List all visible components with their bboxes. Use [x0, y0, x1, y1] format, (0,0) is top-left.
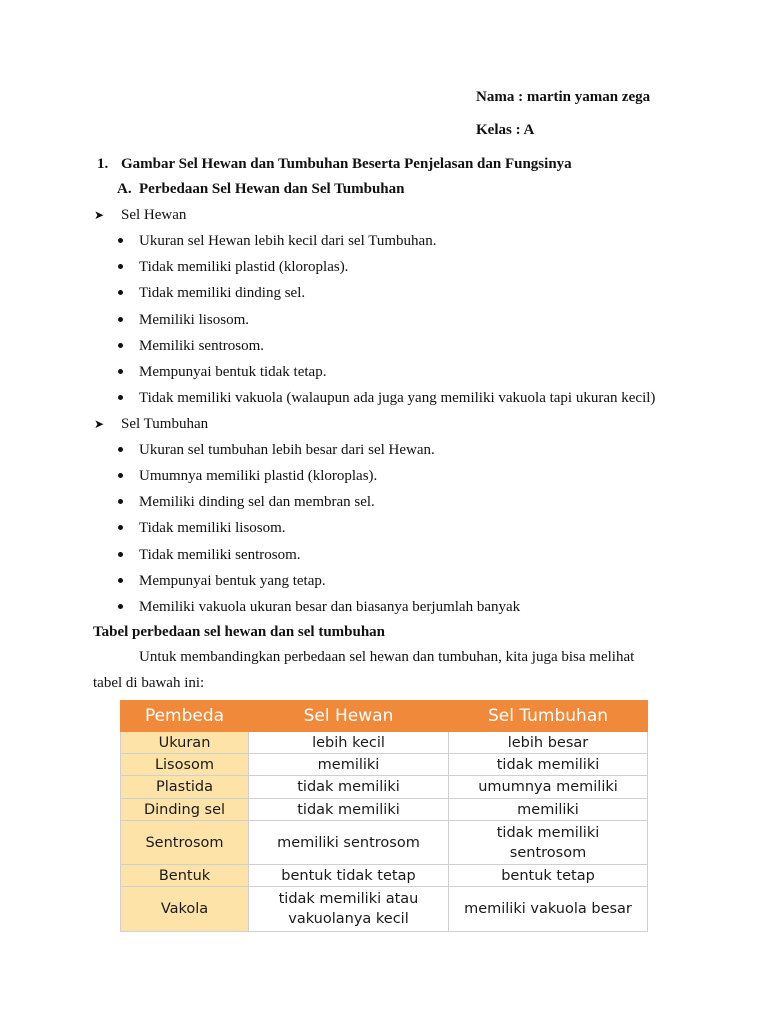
subsection-title: Perbedaan Sel Hewan dan Sel Tumbuhan: [139, 181, 405, 197]
student-class: Kelas : A: [476, 122, 535, 138]
list-item: Ukuran sel tumbuhan lebih besar dari sel Hewan.: [139, 442, 435, 458]
table-row: [121, 799, 648, 821]
arrow-bullet-icon: ➤: [94, 417, 105, 431]
bullet-icon: [118, 343, 123, 348]
tumbuhan-cell: lebih besar: [449, 732, 648, 754]
list-item: Tidak memiliki vakuola (walaupun ada juga yang memiliki vakuola tapi ukuran kecil): [139, 390, 656, 406]
hewan-cell: lebih kecil: [249, 732, 449, 754]
table-row: [121, 865, 648, 887]
comparison-table: [120, 700, 648, 932]
bullet-icon: [118, 395, 123, 400]
bullet-icon: [118, 238, 123, 243]
hewan-cell: memiliki: [249, 754, 449, 776]
list-item: Tidak memiliki sentrosom.: [139, 547, 301, 563]
arrow-bullet-icon: ➤: [94, 208, 105, 222]
tumbuhan-cell: tidak memiliki: [449, 754, 648, 776]
list-item: Mempunyai bentuk yang tetap.: [139, 573, 326, 589]
intro-paragraph-line1: Untuk membandingkan perbedaan sel hewan dan tumbuhan, kita juga bisa melihat: [139, 649, 635, 665]
tumbuhan-cell: memiliki vakuola besar: [449, 887, 648, 932]
bullet-icon: [118, 578, 123, 583]
list-item: Tidak memiliki lisosom.: [139, 520, 286, 536]
bullet-icon: [118, 317, 123, 322]
row-label: Bentuk: [121, 865, 249, 887]
section-title: Gambar Sel Hewan dan Tumbuhan Beserta Penjelasan dan Fungsinya: [121, 156, 572, 172]
table-section-title: Tabel perbedaan sel hewan dan sel tumbuhan: [93, 624, 386, 640]
bullet-icon: [118, 264, 123, 269]
bullet-icon: [118, 447, 123, 452]
row-label: Plastida: [121, 776, 249, 799]
row-label: Lisosom: [121, 754, 249, 776]
table-row: [121, 732, 648, 754]
hewan-cell: tidak memiliki: [249, 799, 449, 821]
student-name: Nama : martin yaman zega: [476, 89, 651, 105]
table-row: [121, 887, 648, 932]
bullet-icon: [118, 525, 123, 530]
list-item: Memiliki sentrosom.: [139, 338, 264, 354]
hewan-cell: tidak memiliki atau vakuolanya kecil: [249, 887, 449, 932]
table-row: [121, 821, 648, 865]
header-sel-tumbuhan: Sel Tumbuhan: [449, 701, 648, 732]
intro-paragraph-line2: tabel di bawah ini:: [93, 675, 205, 691]
list-item: Memiliki vakuola ukuran besar dan biasanya berjumlah banyak: [139, 599, 521, 615]
hewan-cell: bentuk tidak tetap: [249, 865, 449, 887]
list-item: Ukuran sel Hewan lebih kecil dari sel Tumbuhan.: [139, 233, 437, 249]
list-item: Memiliki dinding sel dan membran sel.: [139, 494, 375, 510]
row-label: Ukuran: [121, 732, 249, 754]
hewan-cell: tidak memiliki: [249, 776, 449, 799]
table-row: [121, 776, 648, 799]
header-pembeda: Pembeda: [121, 701, 249, 732]
bullet-icon: [118, 473, 123, 478]
sel-tumbuhan-heading: Sel Tumbuhan: [121, 416, 209, 432]
tumbuhan-cell: tidak memiliki sentrosom: [449, 821, 648, 865]
hewan-cell: memiliki sentrosom: [249, 821, 449, 865]
table-header-row: [121, 701, 648, 732]
section-number: 1.: [97, 156, 109, 172]
list-item: Umumnya memiliki plastid (kloroplas).: [139, 468, 378, 484]
list-item: Mempunyai bentuk tidak tetap.: [139, 364, 327, 380]
row-label: Sentrosom: [121, 821, 249, 865]
tumbuhan-cell: umumnya memiliki: [449, 776, 648, 799]
list-item: Tidak memiliki dinding sel.: [139, 285, 306, 301]
bullet-icon: [118, 369, 123, 374]
list-item: Memiliki lisosom.: [139, 312, 250, 328]
table-row: [121, 754, 648, 776]
sel-hewan-heading: Sel Hewan: [121, 207, 187, 223]
subsection-letter: A.: [117, 181, 132, 197]
bullet-icon: [118, 499, 123, 504]
tumbuhan-cell: memiliki: [449, 799, 648, 821]
bullet-icon: [118, 604, 123, 609]
list-item: Tidak memiliki plastid (kloroplas).: [139, 259, 349, 275]
tumbuhan-cell: bentuk tetap: [449, 865, 648, 887]
row-label: Dinding sel: [121, 799, 249, 821]
row-label: Vakola: [121, 887, 249, 932]
header-sel-hewan: Sel Hewan: [249, 701, 449, 732]
bullet-icon: [118, 290, 123, 295]
bullet-icon: [118, 552, 123, 557]
